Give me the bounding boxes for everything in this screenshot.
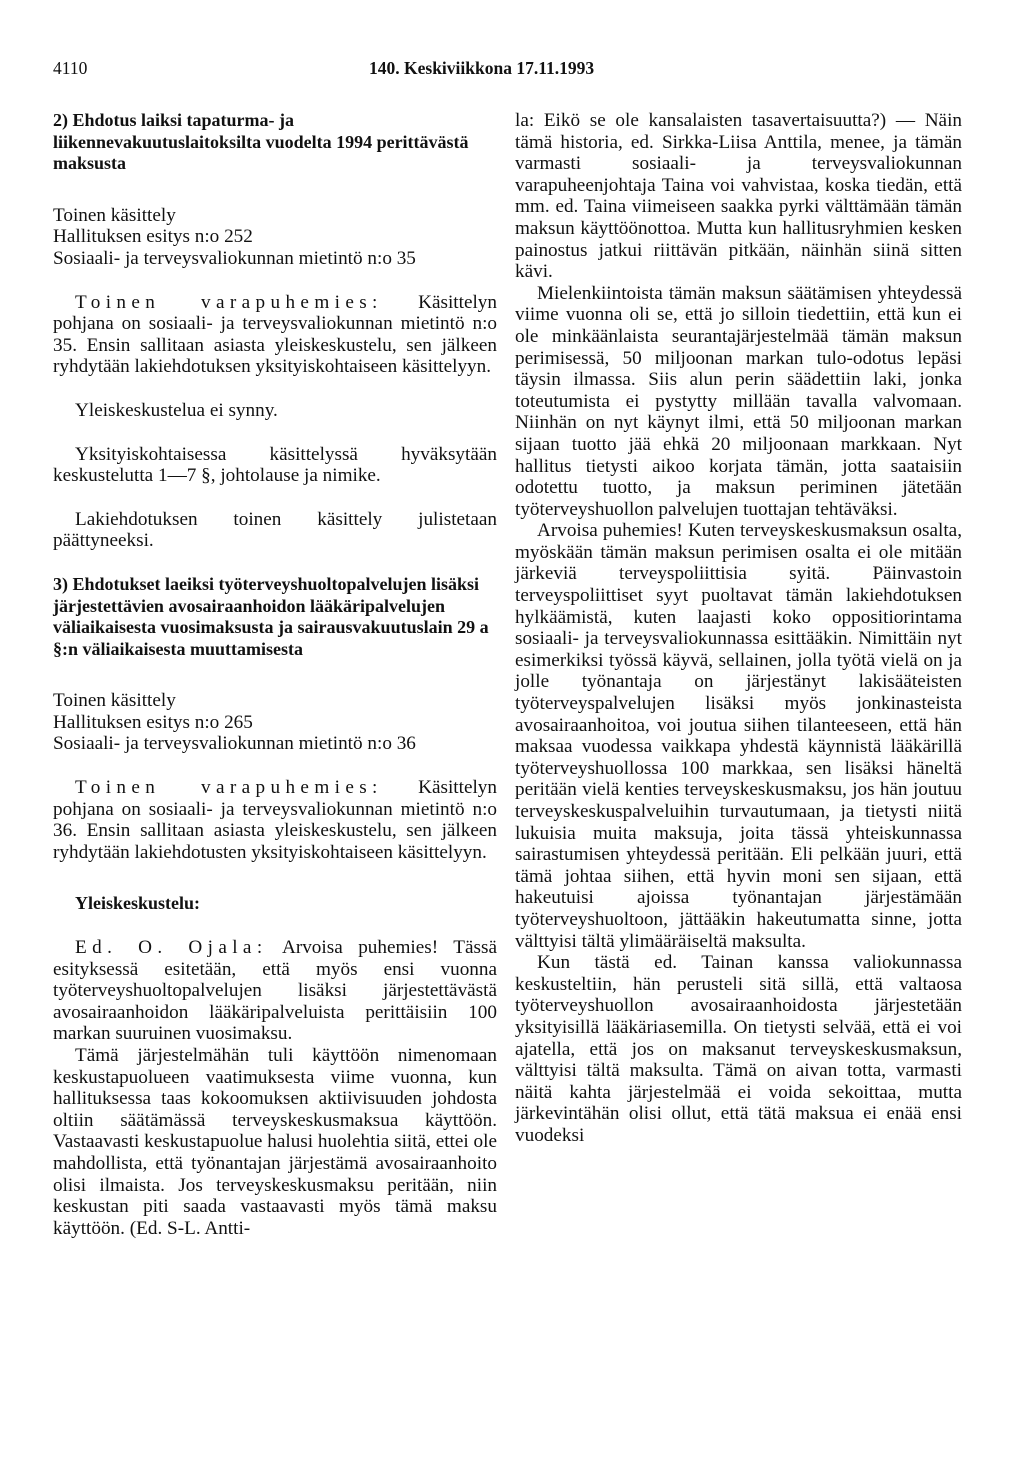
right-column: [515, 110, 962, 1147]
item-3-reading: Toinen käsittely: [53, 690, 176, 712]
detailed-reading-note: Yksityiskohtaisessa käsittelyssä hyväksytään keskustelutta 1—7 §, johtolause ja nimike.: [53, 443, 497, 487]
item-2-metadata: [53, 205, 497, 270]
item-2-speech: [53, 292, 497, 378]
right-paragraph-1: la: Eikö se ole kansalaisten tasavertaisuutta?) — Näin tämä historia, ed. Sirkka-Liisa Anttila, menee, ja tämän varmasti sosiaali- ja terveysvaliokunnan varapuheenjohtaja Taina voi vahvistaa, koska tiedän, että mm. ed. Taina viimeiseen saakka pyrki välttämään tämän maksun käyttöönottoa. Mutta kun hallitusryhmien kesken painostus jatkui riittävän pitkään, näinhän siinä sitten kävi.: [515, 110, 962, 283]
debate-heading: Yleiskeskustelu:: [75, 893, 201, 914]
agenda-item-3-heading: 3) Ehdotukset laeiksi työterveyshuoltopalvelujen lisäksi järjestettävien avosairaanhoidon lääkäripalvelujen väliaikaisesta vuosimaksusta ja sairausvakuutuslain 29 a §:n väliaikaisesta muuttamisesta: [53, 573, 489, 659]
ojala-speech-p1: [53, 937, 497, 1045]
right-paragraph-3: Arvoisa puhemies! Kuten terveyskeskusmaksun osalta, myöskään tämän maksun perimisen osalta ei ole mitään järkeviä terveyspoliittisia syitä. Päinvastoin terveyspoliittiset syyt puoltavat tämän lakiehdotuksen hylkäämistä, kuten laajasti koko oppositiorintama sosiaali- ja terveysvaliokunnassa esittääkin. Nimittäin nyt esimerkiksi työssä käyvä, sellainen, jolla työtä vielä on ja jolle työnantaja on järjestänyt lakisääteisten työterveyspalvelujen lisäksi myös jonkinasteista avosairaanhoitoa, voi joutua siihen tilanteeseen, että hän maksaa vuodessa vaikkapa yhdestä käynnistä lääkärillä työterveyshuollossa 100 markkaa, sen lisäksi häneltä peritään vielä kenties terveyskeskusmaksu, jos hän joutuu terveyskeskuspalveluihin turvautumaan, ja tietysti niitä lukuisia muita maksuja, joita tässä yhteiskunnassa sairastumisen yhteydessä peritään. Eli pelkään juuri, että tämä johtaa siihen, että hyvin moni sen sijaan, että hakeutuisi ajoissa työnantajan järjestämään työterveyshuoltoon, jättääkin hakeutumatta sinne, jotta välttyisi tältä ylimääräiseltä maksulta.: [515, 520, 962, 952]
speaker-name: Ed. O. Ojala:: [75, 937, 268, 959]
page-number: 4110: [53, 58, 88, 78]
reading-closed-note: Lakiehdotuksen toinen käsittely julistetaan päättyneeksi.: [53, 508, 497, 552]
item-2-proposal: Hallituksen esitys n:o 252: [53, 226, 253, 248]
ojala-speech-p2: Tämä järjestelmähän tuli käyttöön nimenomaan keskustapuolueen vaatimuksesta viime vuonna, kun hallituksessa taas kokoomuksen aktiivisuuden johdosta oltiin säätämässä terveyskeskusmaksua käyttöön. Vastaavasti keskustapuolue halusi huolehtia siitä, ettei ole mahdollista, että työnantajan järjestämä avosairaanhoito olisi ilmaista. Jos terveyskeskusmaksu peritään, niin keskustan piti saada vastaavasti myös tämä maksu käyttöön. (Ed. S-L. Antti-: [53, 1045, 497, 1239]
left-column: [53, 110, 497, 1239]
item-3-metadata: [53, 690, 497, 755]
speech-text: Käsittelyn pohjana on sosiaali- ja terveysvaliokunnan mietintö n:o 36. Ensin sallitaan asiasta yleiskeskustelu, sen jälkeen ryhdytään lakiehdotusten yksityiskohtaiseen käsittelyyn.: [53, 777, 497, 863]
agenda-item-2-heading: 2) Ehdotus laiksi tapaturma- ja liikennevakuutuslaitoksilta vuodelta 1994 perittävästä maksusta: [53, 110, 469, 174]
item-3-speech: [53, 777, 497, 863]
speaker-name: Toinen varapuhemies:: [75, 777, 383, 799]
no-debate-note: Yleiskeskustelua ei synny.: [75, 399, 278, 421]
item-3-report: Sosiaali- ja terveysvaliokunnan mietintö n:o 36: [53, 733, 416, 755]
item-2-report: Sosiaali- ja terveysvaliokunnan mietintö n:o 35: [53, 247, 416, 269]
speech-text: Arvoisa puhemies! Tässä esityksessä esitetään, että myös ensi vuonna työterveyshuoltopalvelujen lisäksi järjestettävästä avosairaanhoidon lääkäripalveluista perittäisiin 100 markan suuruinen vuosimaksu.: [53, 937, 497, 1045]
right-paragraph-4: Kun tästä ed. Tainan kanssa valiokunnassa keskusteltiin, hän perusteli sitä sillä, että valtaosa työterveyshuollon avosairaanhoidosta järjestetään yksityisillä lääkäriasemilla. On tietysti selvää, että ei voi ajatella, että jos on maksanut terveyskeskusmaksun, välttyisi tältä maksulta. Tämä on aivan totta, varmasti näitä kahta järjestelmää ei voida sekoittaa, mutta järkevintähän olisi ollut, että tätä maksua ei enää ensi vuodeksi: [515, 952, 962, 1146]
speaker-name: Toinen varapuhemies:: [75, 291, 383, 313]
item-3-proposal: Hallituksen esitys n:o 265: [53, 711, 253, 733]
right-paragraph-2: Mielenkiintoista tämän maksun säätämisen yhteydessä viime vuonna oli se, että jo silloin tiedettiin, että kun ei ole minkäänlaista seurantajärjestelmää tämän maksun perimisessä, 50 miljoonan markan tulo-odotus lepäsi täysin ilmassa. Siis alun perin säädettiin laki, jonka toteutumista ei pystytty millään tavalla valvomaan. Niinhän on nyt käynyt ilmi, että 50 miljoonan markan sijaan tuotto jää ehkä 20 miljoonaan markkaan. Nyt hallitus tietysti aikoo korjata tämän, jotta saataisiin odotettu tuotto, ja maksun periminen jätetään työterveyshuollon palvelujen tuottajan tehtäväksi.: [515, 282, 962, 520]
speech-text: Käsittelyn pohjana on sosiaali- ja terveysvaliokunnan mietintö n:o 35. Ensin sallitaan asiasta yleiskeskustelu, sen jälkeen ryhdytään lakiehdotuksen yksityiskohtaiseen käsittelyyn.: [53, 291, 497, 378]
session-header: 140. Keskiviikkona 17.11.1993: [369, 58, 595, 78]
item-2-reading: Toinen käsittely: [53, 204, 176, 226]
